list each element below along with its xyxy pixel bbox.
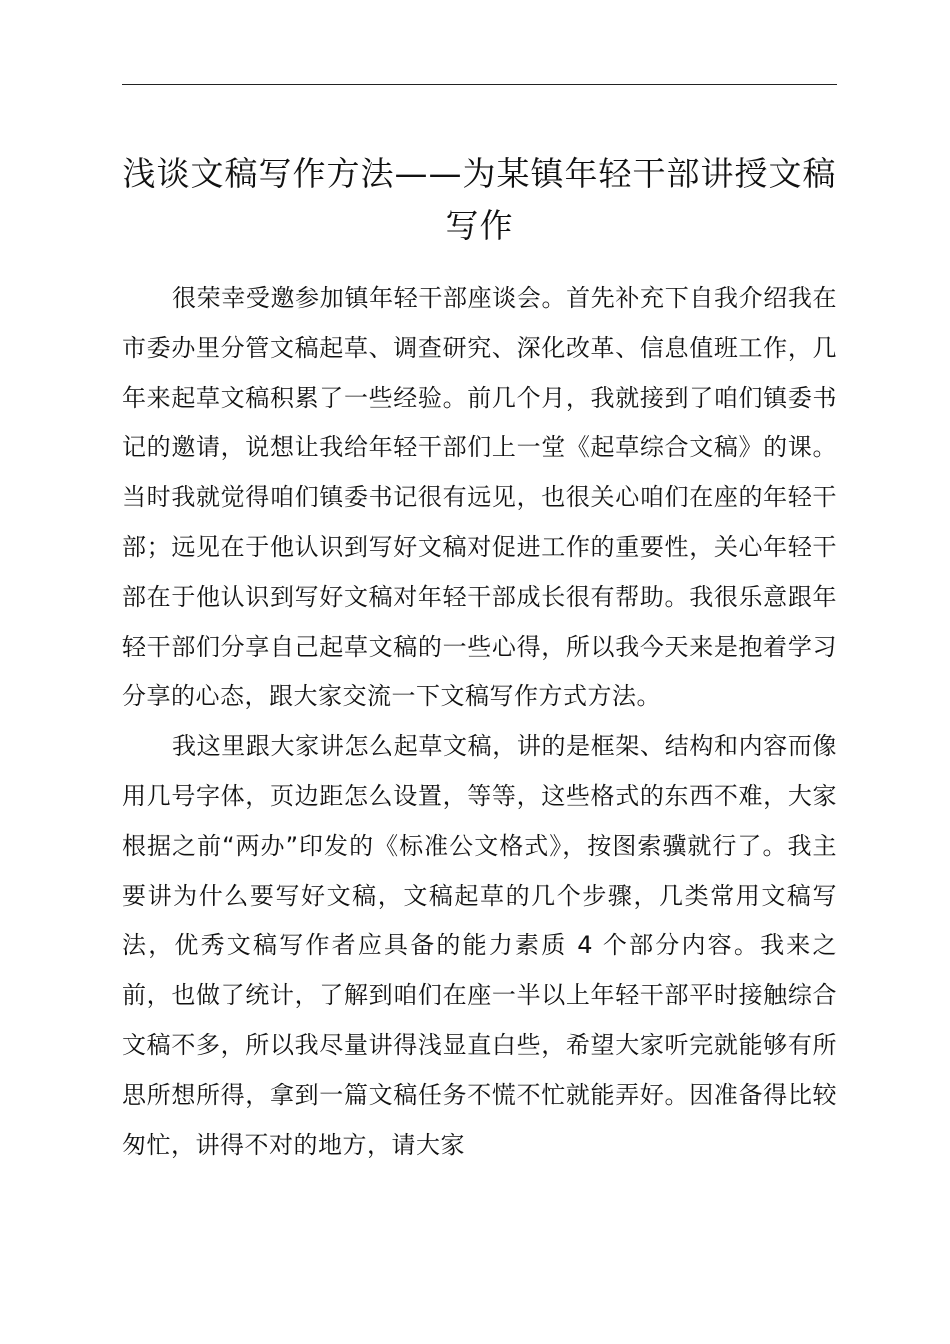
document-title: 浅谈文稿写作方法——为某镇年轻干部讲授文稿写作 [122,154,837,245]
paragraph-2: 我这里跟大家讲怎么起草文稿，讲的是框架、结构和内容而像用几号字体，页边距怎么设置，等等，这些格式的东西不难，大家根据之前“两办”印发的《标准公文格式》，按图索骥就行了。我主要讲为什么要写好文稿，文稿起草的几个步骤，几类常用文稿写法，优秀文稿写作者应具备的能力素质 4 个部分内容。我来之前，也做了统计，了解到咱们在座一半以上年轻干部平时接触综合文稿不多，所以我尽量讲得浅显直白些，希望大家听完就能够有所思所想所得，拿到一篇文稿任务不慌不忙就能弄好。因准备得比较匆忙，讲得不对的地方，请大家 [122,732,837,1159]
document-body [122,274,837,1170]
header-divider [122,84,837,85]
paragraph-1: 很荣幸受邀参加镇年轻干部座谈会。首先补充下自我介绍我在市委办里分管文稿起草、调查研究、深化改革、信息值班工作，几年来起草文稿积累了一些经验。前几个月，我就接到了咱们镇委书记的邀请，说想让我给年轻干部们上一堂《起草综合文稿》的课。当时我就觉得咱们镇委书记很有远见，也很关心咱们在座的年轻干部；远见在于他认识到写好文稿对促进工作的重要性，关心年轻干部在于他认识到写好文稿对年轻干部成长很有帮助。我很乐意跟年轻干部们分享自己起草文稿的一些心得，所以我今天来是抱着学习分享的心态，跟大家交流一下文稿写作方式方法。 [122,284,837,711]
